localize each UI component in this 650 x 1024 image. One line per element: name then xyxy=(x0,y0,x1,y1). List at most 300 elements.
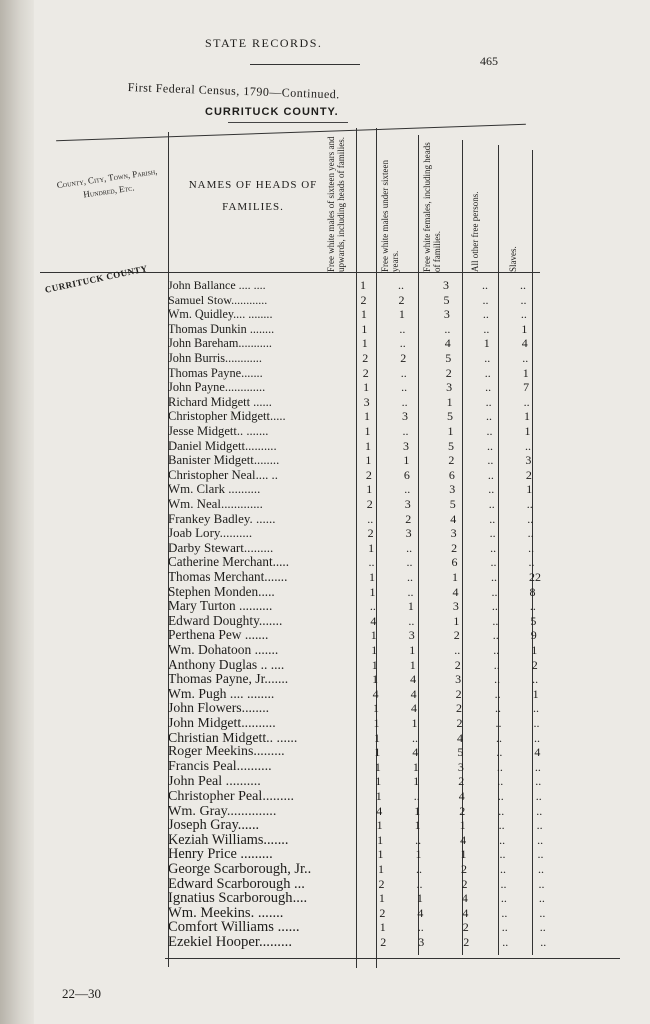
running-title: STATE RECORDS. xyxy=(205,36,323,50)
count-c4: .. xyxy=(499,832,506,847)
page-number: 465 xyxy=(480,54,498,68)
count-c3: .. xyxy=(454,643,461,657)
count-c5: .. xyxy=(527,526,534,541)
count-c2: .. xyxy=(415,832,422,847)
table-row xyxy=(0,731,650,745)
table-row xyxy=(0,716,650,730)
count-c4: .. xyxy=(492,628,499,643)
count-c1: 1 xyxy=(361,321,368,336)
count-c3: 3 xyxy=(443,278,449,292)
count-c4: .. xyxy=(488,482,495,497)
names-column-header: NAMES OF HEADS OF FAMILIES. xyxy=(188,179,318,213)
table-row xyxy=(0,614,650,628)
count-c2: 4 xyxy=(410,686,417,701)
count-c2: 1 xyxy=(409,643,416,657)
count-c1: 2 xyxy=(367,526,374,541)
head-of-family-name: John Flowers........ xyxy=(168,700,270,716)
count-c4: .. xyxy=(490,555,497,570)
count-c2: .. xyxy=(416,876,423,891)
count-c3: 4 xyxy=(444,336,451,351)
head-of-family-name: John Peal .......... xyxy=(168,773,261,790)
count-c1: 1 xyxy=(372,672,379,687)
head-of-family-name: Thomas Dunkin ........ xyxy=(168,321,275,336)
count-c4: .. xyxy=(496,745,503,760)
count-c1: 2 xyxy=(378,876,385,891)
table-row xyxy=(0,482,650,496)
count-c3: 1 xyxy=(446,394,453,409)
count-c3: 4 xyxy=(460,832,467,847)
count-c5: .. xyxy=(528,555,535,570)
count-c1: 1 xyxy=(366,482,373,497)
count-c3: 3 xyxy=(457,759,464,774)
count-c2: 3 xyxy=(404,497,411,511)
census-subtitle: First Federal Census, 1790—Continued. xyxy=(127,80,341,102)
count-c2: 1 xyxy=(414,803,421,818)
count-c5: 9 xyxy=(530,628,537,643)
count-c5: .. xyxy=(534,759,541,774)
count-c2: 3 xyxy=(405,526,412,541)
head-of-family-name: Ezekiel Hooper......... xyxy=(168,934,292,950)
count-c2: 3 xyxy=(402,438,409,453)
count-c3: 5 xyxy=(445,351,452,365)
table-row xyxy=(0,512,650,526)
count-c2: .. xyxy=(406,540,413,555)
count-c5: 4 xyxy=(521,336,528,351)
count-c3: 2 xyxy=(461,876,468,891)
count-c4: .. xyxy=(499,847,506,862)
count-c4: .. xyxy=(502,935,509,949)
count-c3: 1 xyxy=(453,613,460,628)
count-c2: 3 xyxy=(418,935,425,949)
count-c1: .. xyxy=(369,599,376,614)
count-c4: .. xyxy=(482,278,488,292)
count-c2: .. xyxy=(417,920,424,935)
count-c3: 2 xyxy=(454,657,461,672)
count-c4: .. xyxy=(494,686,501,701)
count-c1: 1 xyxy=(371,643,378,657)
count-c5: .. xyxy=(524,438,531,453)
count-c4: .. xyxy=(488,497,495,511)
table-row xyxy=(0,774,650,788)
table-row xyxy=(0,920,650,934)
count-c1: 1 xyxy=(373,716,380,730)
head-of-family-name: Roger Meekins......... xyxy=(168,744,285,760)
count-c1: .. xyxy=(368,555,375,570)
count-c5: 1 xyxy=(526,482,533,497)
count-c3: 4 xyxy=(456,730,463,745)
count-c3: 4 xyxy=(461,891,468,906)
count-c2: 4 xyxy=(410,672,417,687)
table-row xyxy=(0,541,650,555)
count-c1: 1 xyxy=(378,862,384,876)
count-c5: .. xyxy=(532,672,539,687)
table-row xyxy=(0,833,650,847)
count-c5: .. xyxy=(520,292,527,307)
count-c4: .. xyxy=(489,526,496,541)
count-c3: 2 xyxy=(448,453,455,468)
count-c3: 6 xyxy=(451,555,458,570)
col-header-other-free: All other free persons. xyxy=(470,191,480,272)
count-c1: 2 xyxy=(362,365,369,380)
head-of-family-name: Wm. Neal............. xyxy=(168,497,263,511)
count-c4: .. xyxy=(495,730,502,745)
count-c1: 2 xyxy=(365,467,372,482)
count-c3: 3 xyxy=(455,672,462,687)
count-c1: 1 xyxy=(373,730,380,745)
count-c1: 2 xyxy=(379,905,386,920)
count-c2: 2 xyxy=(398,292,405,307)
table-row xyxy=(0,585,650,599)
count-c2: 2 xyxy=(400,351,407,365)
count-c1: 1 xyxy=(377,832,384,847)
table-row xyxy=(0,278,650,292)
county-rule xyxy=(228,122,348,123)
table-row xyxy=(0,307,650,321)
table-row xyxy=(0,526,650,540)
head-of-family-name: Ignatius Scarborough.... xyxy=(168,890,308,907)
head-of-family-name: Darby Stewart......... xyxy=(168,539,274,555)
table-row xyxy=(0,643,650,657)
count-c1: 1 xyxy=(375,774,382,789)
count-c4: .. xyxy=(493,643,500,657)
count-c4: .. xyxy=(491,570,497,584)
count-c1: 1 xyxy=(360,278,366,292)
count-c2: .. xyxy=(401,380,408,395)
table-row xyxy=(0,293,650,307)
count-c5: 1 xyxy=(521,321,528,336)
table-row xyxy=(0,672,650,686)
head-of-family-name: Wm. Pugh .... ........ xyxy=(168,685,275,701)
table-row xyxy=(0,395,650,409)
count-c4: .. xyxy=(486,409,493,424)
count-c3: 3 xyxy=(450,526,457,541)
count-c5: 1 xyxy=(531,643,538,657)
table-row xyxy=(0,424,650,438)
count-c2: 1 xyxy=(398,307,405,322)
count-c1: 1 xyxy=(369,584,376,599)
header-rule xyxy=(250,64,360,65)
count-c4: .. xyxy=(482,307,489,322)
count-c2: .. xyxy=(398,278,404,292)
head-of-family-name: Wm. Dohatoon ....... xyxy=(168,642,279,657)
count-c3: 3 xyxy=(443,307,450,322)
head-of-family-name: John Bareham........... xyxy=(168,336,272,351)
table-row xyxy=(0,789,650,803)
count-c1: 1 xyxy=(371,657,378,672)
count-c4: .. xyxy=(494,672,501,687)
table-row xyxy=(0,439,650,453)
head-of-family-name: Edward Scarborough ... xyxy=(168,875,305,892)
count-c3: 2 xyxy=(458,774,465,789)
count-c4: .. xyxy=(497,789,504,803)
head-of-family-name: Thomas Payne, Jr....... xyxy=(168,671,289,687)
head-of-family-name: John Midgett.......... xyxy=(168,715,276,730)
count-c2: .. xyxy=(399,336,406,351)
count-c3: 3 xyxy=(446,380,453,395)
count-c3: 3 xyxy=(449,482,456,497)
count-c2: 2 xyxy=(405,511,412,526)
count-c2: 1 xyxy=(413,774,420,789)
count-c2: 4 xyxy=(417,905,424,920)
count-c5: .. xyxy=(535,789,542,803)
count-c3: 2 xyxy=(451,540,458,555)
head-of-family-name: Edward Doughty....... xyxy=(168,612,283,628)
head-of-family-name: Wm. Clark .......... xyxy=(168,482,261,497)
count-c5: .. xyxy=(520,278,526,292)
count-c5: .. xyxy=(536,803,543,818)
count-c5: 1 xyxy=(532,686,539,701)
count-c3: 2 xyxy=(459,803,466,818)
head-of-family-name: Wm. Gray.............. xyxy=(168,802,277,819)
head-of-family-name: Joseph Gray...... xyxy=(168,817,260,834)
table-row xyxy=(0,877,650,891)
count-c3: 2 xyxy=(456,701,463,716)
count-c3: 4 xyxy=(458,789,465,803)
count-c3: 5 xyxy=(447,438,454,453)
count-c5: .. xyxy=(529,599,536,614)
head-of-family-name: Christopher Neal.... .. xyxy=(168,467,278,482)
count-c5: .. xyxy=(539,920,546,935)
count-c1: 2 xyxy=(360,292,367,307)
count-c2: .. xyxy=(413,789,420,803)
count-c5: .. xyxy=(538,876,545,891)
table-row xyxy=(0,935,650,949)
count-c3: 2 xyxy=(461,862,467,876)
head-of-family-name: John Ballance .... .... xyxy=(168,278,266,292)
head-of-family-name: Thomas Payne....... xyxy=(168,365,263,380)
count-c5: .. xyxy=(539,905,546,920)
count-c5: .. xyxy=(536,818,543,833)
table-row xyxy=(0,570,650,584)
count-c3: 5 xyxy=(447,409,454,424)
count-c3: 2 xyxy=(456,716,463,730)
count-c1: 1 xyxy=(365,453,372,468)
table-row xyxy=(0,760,650,774)
count-c2: 3 xyxy=(402,409,409,424)
head-of-family-name: Jesse Midgett.. ....... xyxy=(168,424,269,438)
table-row xyxy=(0,322,650,336)
head-of-family-name: Anthony Duglas .. .... xyxy=(168,656,285,672)
table-row xyxy=(0,847,650,861)
county-row-label: CURRITUCK COUNTY xyxy=(44,263,149,295)
count-c4: .. xyxy=(493,657,500,672)
count-c2: 1 xyxy=(416,891,423,906)
table-row xyxy=(0,818,650,832)
head-of-family-name: George Scarborough, Jr.. xyxy=(168,861,312,877)
count-c5: .. xyxy=(540,935,547,949)
count-c1: 1 xyxy=(378,891,385,906)
count-c2: 4 xyxy=(412,745,419,760)
count-c1: 1 xyxy=(364,424,371,438)
count-c4: .. xyxy=(482,292,489,307)
count-c3: 1 xyxy=(447,424,454,438)
count-c4: .. xyxy=(496,759,503,774)
head-of-family-name: Samuel Stow............ xyxy=(168,292,268,307)
count-c3: 6 xyxy=(448,467,455,482)
head-of-family-name: Daniel Midgett.......... xyxy=(168,438,277,453)
count-c2: 1 xyxy=(403,453,410,468)
count-c4: .. xyxy=(500,876,507,891)
count-c5: .. xyxy=(538,862,544,876)
table-row xyxy=(0,628,650,642)
table-row xyxy=(0,804,650,818)
table-row xyxy=(0,336,650,350)
count-c5: .. xyxy=(533,716,540,730)
count-c3: 2 xyxy=(453,628,460,643)
county-heading: CURRITUCK COUNTY. xyxy=(205,106,339,118)
count-c1: 2 xyxy=(366,497,373,511)
head-of-family-name: Joab Lory.......... xyxy=(168,525,253,541)
col-header-males-under-16: Free white males under sixteen years. xyxy=(380,160,400,272)
count-c5: 1 xyxy=(524,409,531,424)
table-row xyxy=(0,745,650,759)
table-row xyxy=(0,497,650,511)
table-row xyxy=(0,380,650,394)
place-column-header: County, City, Town, Parish, Hundred, Etc. xyxy=(56,166,158,200)
count-c4: .. xyxy=(491,584,498,599)
table-row xyxy=(0,366,650,380)
count-c5: .. xyxy=(523,394,530,409)
count-c5: .. xyxy=(537,847,544,862)
count-c1: 1 xyxy=(370,628,377,643)
count-c2: .. xyxy=(399,321,406,336)
count-c4: .. xyxy=(498,818,505,833)
count-c5: .. xyxy=(527,511,534,526)
table-row xyxy=(0,351,650,365)
head-of-family-name: Catherine Merchant..... xyxy=(168,554,289,570)
count-c5: 5 xyxy=(530,613,537,628)
count-c4: .. xyxy=(484,365,491,380)
count-c4: .. xyxy=(487,467,494,482)
count-c1: 1 xyxy=(361,336,368,351)
table-row xyxy=(0,555,650,569)
count-c4: .. xyxy=(497,774,504,789)
count-c1: 1 xyxy=(379,920,386,935)
count-c3: 4 xyxy=(462,905,469,920)
count-c5: 7 xyxy=(523,380,530,395)
count-c1: 1 xyxy=(369,570,375,584)
count-c4: .. xyxy=(501,905,508,920)
count-c5: .. xyxy=(528,540,535,555)
count-c4: .. xyxy=(495,701,502,716)
count-c3: 2 xyxy=(445,365,452,380)
count-c4: .. xyxy=(483,321,490,336)
table-row xyxy=(0,468,650,482)
count-c2: .. xyxy=(400,365,407,380)
count-c1: 4 xyxy=(372,686,379,701)
count-c4: .. xyxy=(486,438,493,453)
head-of-family-name: John Payne............. xyxy=(168,380,266,395)
count-c2: 1 xyxy=(412,759,419,774)
table-row xyxy=(0,687,650,701)
count-c2: .. xyxy=(406,555,413,570)
head-of-family-name: Keziah Williams....... xyxy=(168,831,289,848)
head-of-family-name: Thomas Merchant....... xyxy=(168,569,288,584)
count-c1: 1 xyxy=(364,409,371,424)
count-c2: 1 xyxy=(415,847,422,862)
count-c3: 2 xyxy=(462,920,469,935)
count-c2: 1 xyxy=(409,657,416,672)
count-c5: .. xyxy=(533,701,540,716)
count-c5: 1 xyxy=(524,424,531,438)
count-c4: .. xyxy=(490,540,497,555)
count-c3: 4 xyxy=(450,511,457,526)
head-of-family-name: Christian Midgett.. ...... xyxy=(168,729,298,745)
count-c5: .. xyxy=(520,307,527,322)
count-c5: .. xyxy=(538,891,545,906)
table-bottom-rule xyxy=(165,958,620,959)
count-c4: .. xyxy=(489,511,496,526)
count-c1: 3 xyxy=(363,394,370,409)
count-c1: 2 xyxy=(380,935,387,949)
count-c1: 2 xyxy=(362,351,369,365)
count-c2: .. xyxy=(408,613,415,628)
count-c3: 2 xyxy=(463,935,470,949)
count-c5: 4 xyxy=(534,745,541,760)
head-of-family-name: Christopher Peal......... xyxy=(168,788,295,804)
count-c1: 1 xyxy=(377,847,384,862)
count-c4: 1 xyxy=(483,336,490,351)
col-header-slaves: Slaves. xyxy=(508,246,518,272)
count-c3: 5 xyxy=(449,497,456,511)
count-c5: .. xyxy=(526,497,533,511)
count-c1: 4 xyxy=(376,803,383,818)
count-c3: 5 xyxy=(443,292,450,307)
table-row xyxy=(0,658,650,672)
head-of-family-name: Francis Peal.......... xyxy=(168,758,272,774)
count-c4: .. xyxy=(500,862,506,876)
count-c3: 1 xyxy=(452,570,458,584)
count-c5: .. xyxy=(535,774,542,789)
count-c1: .. xyxy=(367,511,374,526)
table-row xyxy=(0,409,650,423)
count-c2: 4 xyxy=(411,701,418,716)
count-c5: 1 xyxy=(522,365,529,380)
count-c3: 4 xyxy=(452,584,459,599)
count-c1: 1 xyxy=(375,789,382,803)
count-c3: 2 xyxy=(455,686,462,701)
count-c1: 1 xyxy=(363,380,370,395)
count-c4: .. xyxy=(485,380,492,395)
count-c1: 1 xyxy=(364,438,371,453)
count-c2: .. xyxy=(402,424,409,438)
count-c2: 6 xyxy=(403,467,410,482)
count-c2: .. xyxy=(407,570,413,584)
count-c2: 1 xyxy=(407,599,414,614)
head-of-family-name: Frankey Badley. ...... xyxy=(168,510,276,526)
count-c5: 3 xyxy=(525,453,532,468)
col-header-females: Free white females, including heads of families. xyxy=(422,142,442,272)
count-c4: .. xyxy=(495,716,502,730)
head-of-family-name: Banister Midgett........ xyxy=(168,453,280,468)
footer-signature: 22—30 xyxy=(62,986,101,1001)
table-row xyxy=(0,599,650,613)
count-c3: .. xyxy=(444,321,451,336)
count-c5: 22 xyxy=(529,570,541,584)
count-c4: .. xyxy=(492,613,499,628)
count-c5: 2 xyxy=(531,657,538,672)
head-of-family-name: Mary Turton .......... xyxy=(168,598,273,614)
count-c2: 1 xyxy=(411,716,418,730)
count-c5: 2 xyxy=(525,467,532,482)
table-row xyxy=(0,862,650,876)
count-c4: .. xyxy=(491,599,498,614)
count-c4: .. xyxy=(500,891,507,906)
count-c2: .. xyxy=(404,482,411,497)
count-c5: .. xyxy=(537,832,544,847)
count-c2: 1 xyxy=(414,818,421,833)
table-row xyxy=(0,906,650,920)
